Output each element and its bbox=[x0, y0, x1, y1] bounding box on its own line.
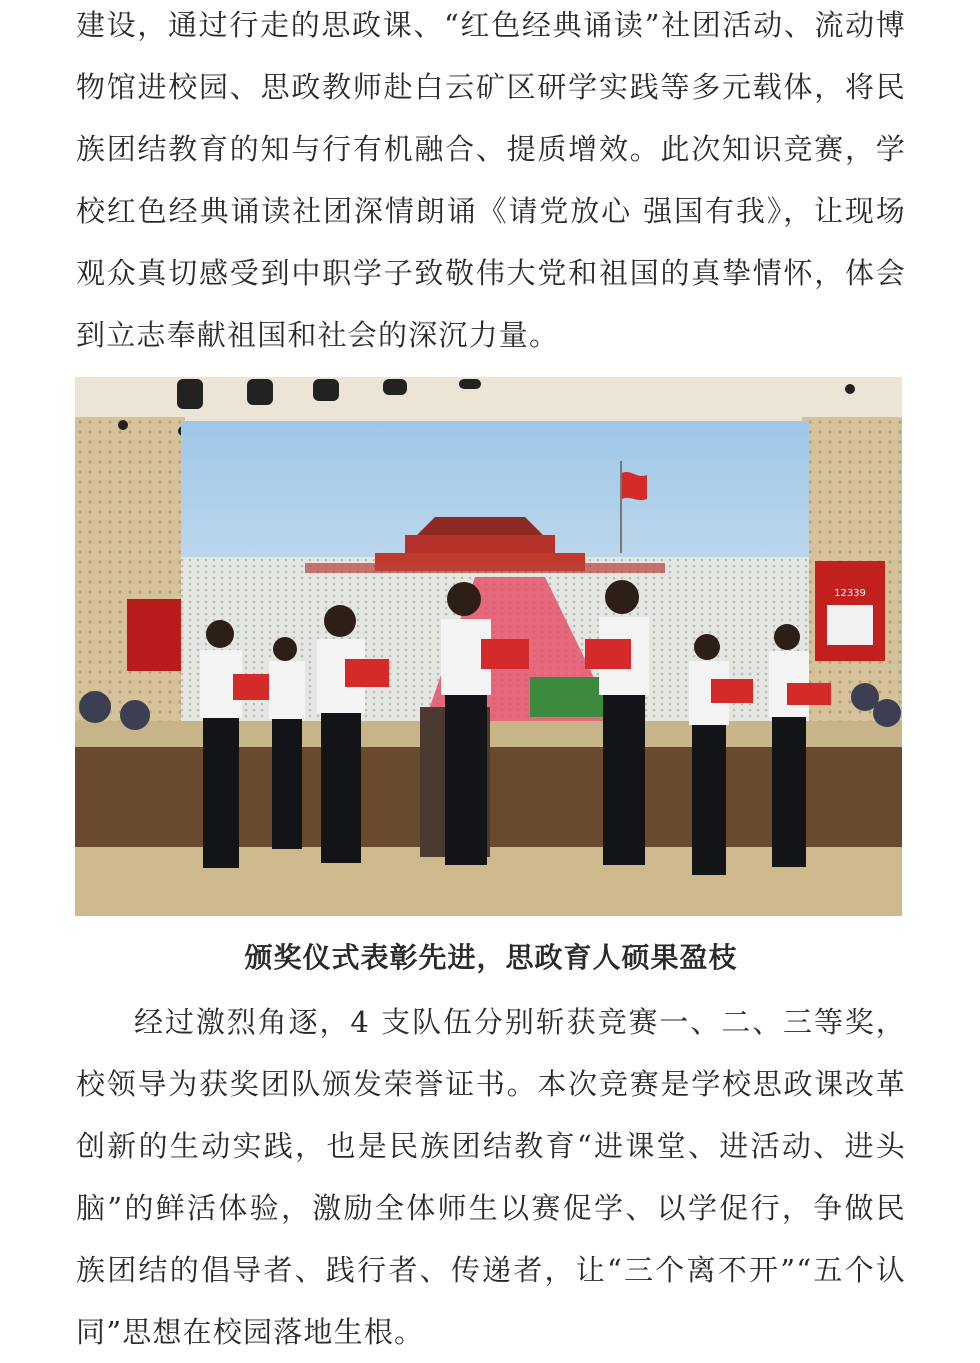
body-paragraph-1: 建设，通过行走的思政课、“红色经典诵读”社团活动、流动博物馆进校园、思政教师赴白云矿区研学实践等多元载体，将民族团结教育的知与行有机融合、提质增效。此次知识竞赛，学校红色经典诵读社团深情朗诵《请党放心 强国有我》，让现场观众真切感受到中职学子致敬伟大党和祖国的真挚情怀，体会到立志奉献祖国和社会的深沉力量。 bbox=[76, 8, 906, 352]
recitation-photo bbox=[75, 377, 902, 916]
screen-sign-number: 12339 bbox=[834, 588, 866, 599]
body-paragraph-2: 经过激烈角逐，4 支队伍分别斩获竞赛一、二、三等奖，校领导为获奖团队颁发荣誉证书。本次竞赛是学校思政课改革创新的生动实践，也是民族团结教育“进课堂、进活动、进头脑”的鲜活体验，激励全体师生以赛促学、以学促行，争做民族团结的倡导者、践行者、传递者，让“三个离不开”“五个认同”思想在校园落地生根。 bbox=[76, 1005, 906, 1349]
section-heading: 颁奖仪式表彰先进，思政育人硕果盈枝 bbox=[244, 941, 738, 974]
